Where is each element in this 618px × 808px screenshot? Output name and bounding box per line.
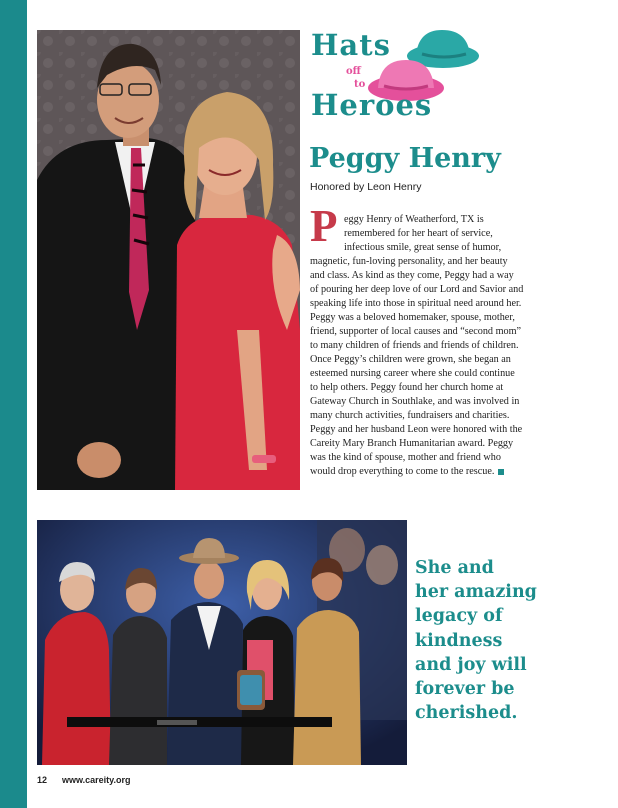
body-line: of pouring her deep love of our Lord and Savior and [310,284,524,295]
pull-quote [415,556,605,725]
quote-line: cherished. [415,703,518,724]
body-line-last [310,465,522,479]
body-line: Careity Mary Branch Humanitarian award. Peggy [310,438,514,449]
quote-line: legacy of [415,606,503,627]
body-line: friend, supporter of local causes and “second mom” [310,326,522,337]
body-line: to help others. Peggy found her church home at [310,382,504,393]
footer-url: www.careity.org [62,775,131,785]
group-stage-photo [37,520,407,765]
body-line: many church activities, fundraisers and charities. [310,410,510,421]
body-line: infectious smile, great sense of humor, [344,242,502,253]
article-body [310,213,522,479]
quote-line: She and [415,558,494,578]
article-subtitle: Honored by Leon Henry [310,181,422,193]
body-line: speaking life into those in spiritual need around her. [310,298,522,309]
article-title: Peggy Henry [309,143,501,174]
body-line: magnetic, fun-loving personality, and her beauty [310,256,508,267]
body-line-text: would drop everything to come to the rescue. [310,466,495,477]
body-line: Once Peggy’s children were grown, she began an [310,354,511,365]
end-of-article-mark [498,469,504,475]
body-line: esteemed nursing career where she could continue [310,368,515,379]
body-line: and class. As kind as they come, Peggy had a way [310,270,514,281]
couple-portrait-photo [37,30,300,490]
body-line: Gateway Church in Southlake, and was involved in [310,396,520,407]
quote-line: her amazing [415,582,537,603]
logo-off-word: off [346,66,361,77]
body-line: was the kind of spouse, mother and friend who [310,452,501,463]
left-accent-bar [0,0,27,808]
quote-line: forever be [415,679,515,700]
drop-cap: P [310,201,338,251]
quote-line: and joy will [415,654,527,675]
page-number: 12 [37,775,48,785]
logo-to-word: to [354,79,366,90]
hats-off-to-heroes-logo [308,26,483,126]
body-line: Peggy and her husband Leon were honored with the [310,424,523,435]
body-line: Peggy was a beloved homemaker, spouse, mother, [310,312,515,323]
logo-hats-word: Hats [311,28,391,62]
logo-heroes-word: Heroes [311,88,433,122]
body-line: remembered for her heart of service, [344,228,493,239]
body-line: eggy Henry of Weatherford, TX is [344,214,484,225]
body-line: to many children of friends and friends of children. [310,340,519,351]
quote-line: kindness [415,630,503,651]
